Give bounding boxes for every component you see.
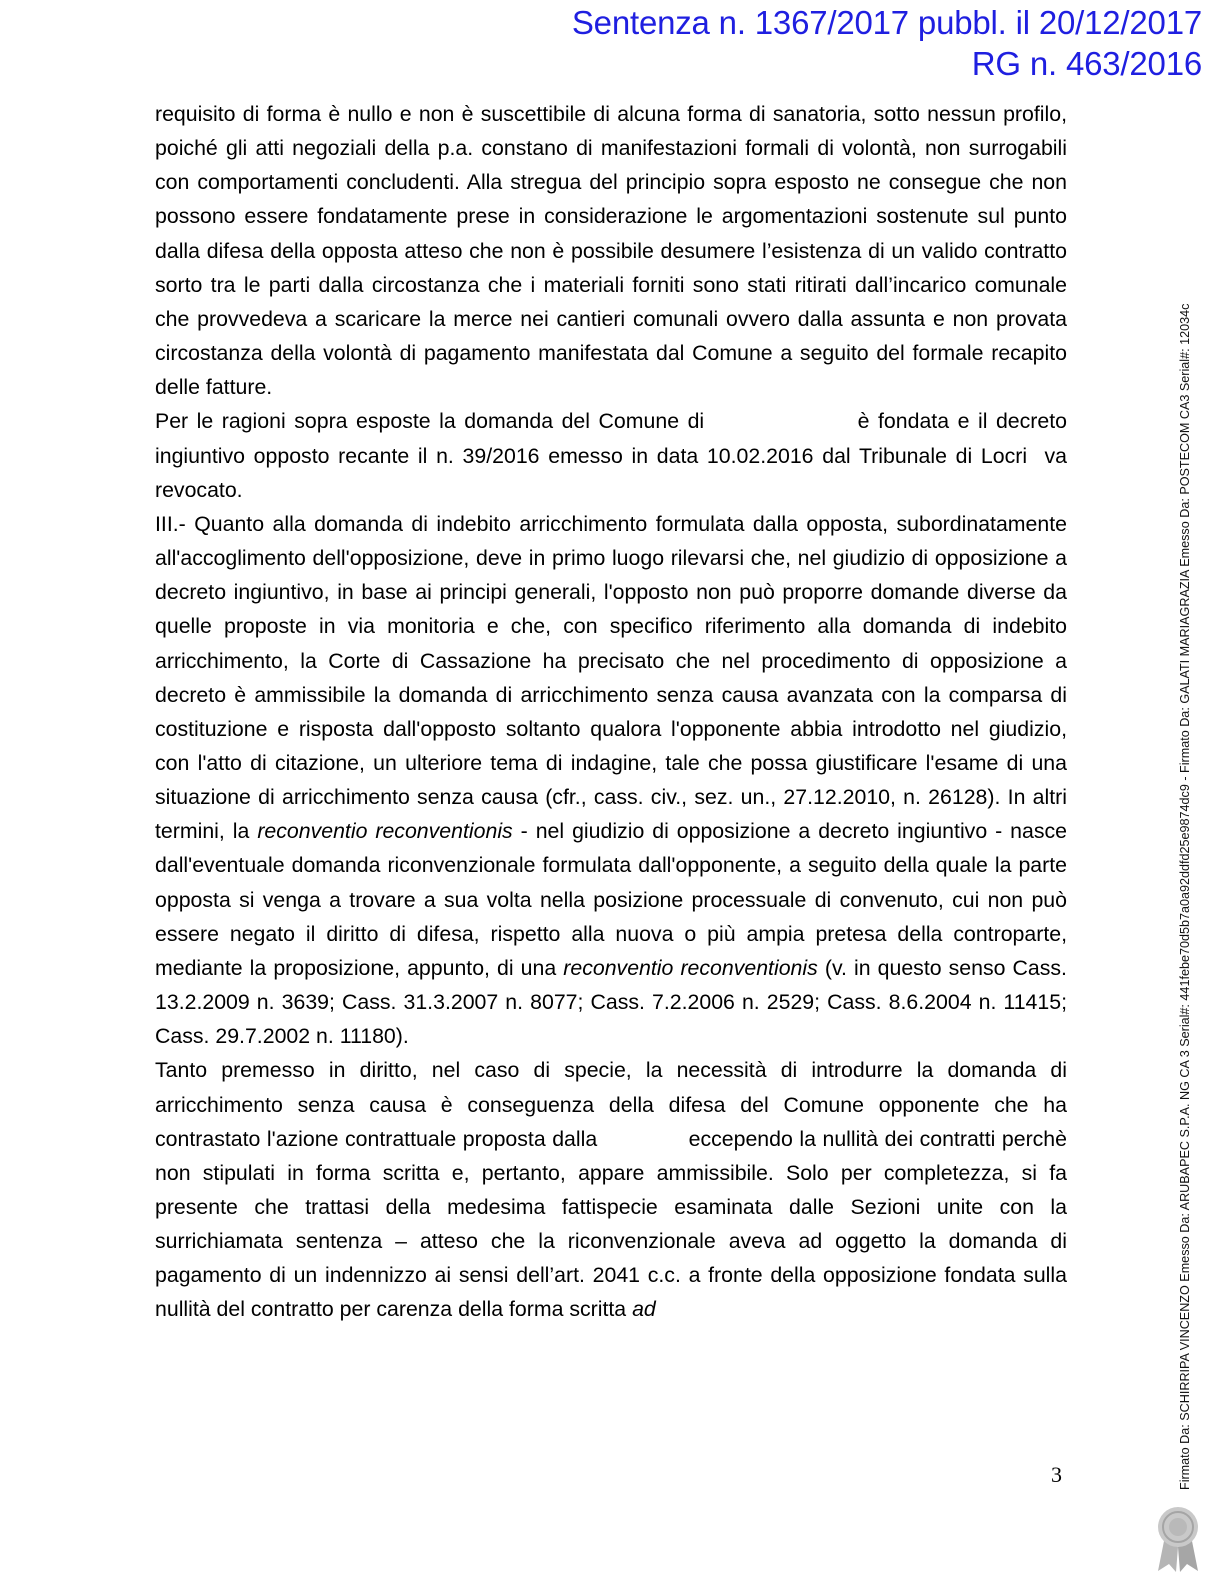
paragraph-4 xyxy=(155,1053,1073,1326)
latin-term: reconventio reconventionis xyxy=(563,955,818,980)
paragraph-3-text-a: III.- Quanto alla domanda di indebito arricchimento formulata dalla opposta, subordinatamente all'accoglimento dell'opposizione, deve in primo luogo rilevarsi che, nel giudizio di opposizione a decreto ingiuntivo, in base ai principi generali, l'opposto non può proporre domande diverse da quelle proposte in via monitoria e che, con specifico riferimento alla domanda di indebito arricchimento, la Corte di Cassazione ha precisato che nel procedimento di opposizione a decreto è ammissibile la domanda di arricchimento senza causa avanzata con la comparsa di costituzione e risposta dall'opposto soltanto qualora l'opponente abbia introdotto nel giudizio, con l'atto di citazione, un ulteriore tema di indagine, tale che possa giustificare l'esame di una situazione di arricchimento senza causa (cfr., cass. civ., sez. un., 27.12.2010, n. 26128). In altri termini, la xyxy=(155,511,1067,844)
paragraph-3-text-b: - nel giudizio di opposizione a decreto ingiuntivo - nasce dall'eventuale domanda riconvenzionale formulata dall'opponente, a seguito della quale la parte opposta si venga a trovare a sua volta nella posizione processuale di convenuto, cui non può essere negato il diritto di difesa, rispetto alla nuova o più ampia pretesa della controparte, mediante la proposizione, appunto, di una xyxy=(155,819,1067,980)
latin-term: reconventio reconventionis xyxy=(257,819,513,844)
certification-seal-icon xyxy=(1152,1505,1204,1575)
document-body xyxy=(155,97,1073,1327)
paragraph-3 xyxy=(155,507,1067,1054)
sentence-stamp: Sentenza n. 1367/2017 pubbl. il 20/12/2017 xyxy=(571,4,1202,41)
paragraph-3-text-c: (v. in questo senso Cass. 13.2.2009 n. 3639; Cass. 31.3.2007 n. 8077; Cass. 7.2.2006 n. 2529; Cass. 8.6.2004 n. 11415; Cass. 29.7.2002 n. 11180). xyxy=(155,955,1067,1049)
digital-signature-text: Firmato Da: SCHIRRIPA VINCENZO Emesso Da: ARUBAPEC S.P.A. NG CA 3 Serial#: 441febe70d5b7a0a92ddfd25e9874dc9 - Firmato Da: GALATI MARIAGRAZIA Emesso Da: POSTECOM CA3 Serial#: 12034c xyxy=(1178,303,1192,1490)
latin-term: ad xyxy=(632,1297,656,1322)
paragraph-4-text: Tanto premesso in diritto, nel caso di specie, la necessità di introdurre la domanda di arricchimento senza causa è conseguenza della difesa del Comune opponente che ha contrastato l'azione contrattuale proposta dalla eccependo la nullità dei contratti perchè non stipulati in forma scritta e, pertanto, appare ammissibile. Solo per completezza, si fa presente che trattasi della medesima fattispecie esaminata dalle Sezioni unite con la surrichiamata sentenza – atteso che la riconvenzionale aveva ad oggetto la domanda di pagamento di un indennizzo ai sensi dell’art. 2041 c.c. a fronte della opposizione fondata sulla nullità del contratto per carenza della forma scritta xyxy=(155,1058,1073,1322)
document-stamp xyxy=(572,2,1202,84)
rg-stamp: RG n. 463/2016 xyxy=(971,45,1202,82)
paragraph-2: Per le ragioni sopra esposte la domanda del Comune di è fondata e il decreto ingiuntivo opposto recante il n. 39/2016 emesso in data 10.02.2016 dal Tribunale di Locri va revocato. xyxy=(155,409,1073,502)
paragraph-1: requisito di forma è nullo e non è suscettibile di alcuna forma di sanatoria, sotto nessun profilo, poiché gli atti negoziali della p.a. constano di manifestazioni formali di volontà, non surrogabili con comportamenti concludenti. Alla stregua del principio sopra esposto ne consegue che non possono essere fondatamente prese in considerazione le argomentazioni sostenute sul punto dalla difesa della opposta atteso che non è possibile desumere l’esistenza di un valido contratto sorto tra le parti dalla circostanza che i materiali forniti sono stati ritirati dall’incarico comunale che provvedeva a scaricare la merce nei cantieri comunali ovvero dalla assunta e non provata circostanza della volontà di pagamento manifestata dal Comune a seguito del formale recapito delle fatture. xyxy=(155,102,1067,400)
page-number: 3 xyxy=(1051,1462,1062,1487)
